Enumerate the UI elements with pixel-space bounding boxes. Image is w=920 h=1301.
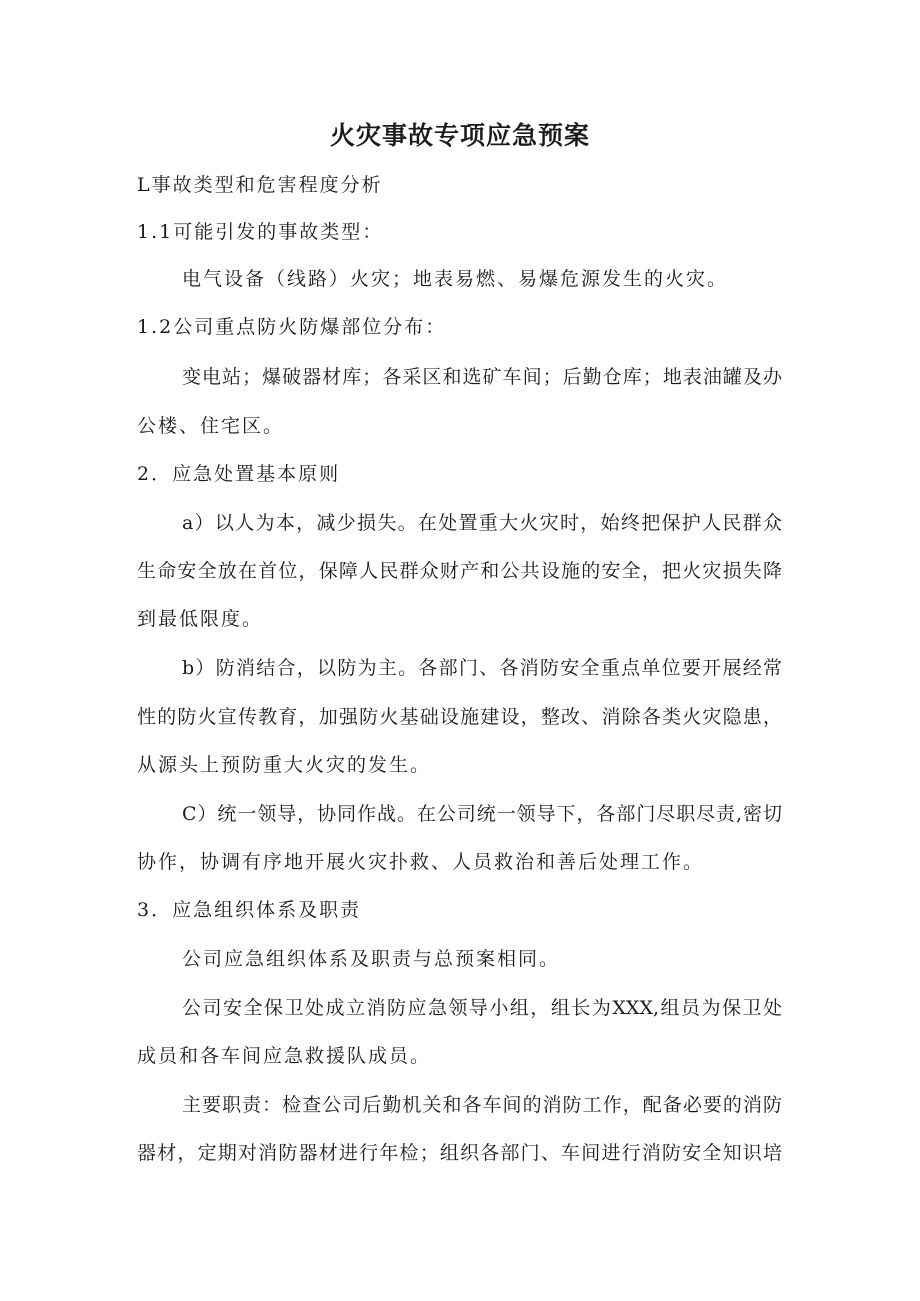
paragraph-line: 到最低限度。	[137, 608, 264, 630]
paragraph-line: 生命安全放在首位，保障人民群众财产和公共设施的安全，把火灾损失降	[137, 560, 782, 582]
paragraph-line: 器材，定期对消防器材进行年检；组织各部门、车间进行消防安全知识培	[137, 1142, 782, 1164]
paragraph-line: 从源头上预防重大火灾的发生。	[137, 754, 432, 776]
section-heading-2: 2．应急处置基本原则	[137, 463, 341, 485]
paragraph-line: 性的防火宣传教育，加强防火基础设施建设，整改、消除各类火灾隐患，	[137, 706, 782, 728]
section-heading-1: L事故类型和危害程度分析	[137, 174, 383, 196]
paragraph-line: 成员和各车间应急救援队成员。	[137, 1045, 432, 1067]
subsection-heading-1-2: 1.2公司重点防火防爆部位分布：	[137, 316, 447, 338]
paragraph-line: 电气设备（线路）火灾；地表易燃、易爆危源发生的火灾。	[182, 268, 729, 290]
paragraph-line: 公司安全保卫处成立消防应急领导小组，组长为XXX,组员为保卫处	[182, 997, 782, 1019]
paragraph-line: 主要职责：检查公司后勤机关和各车间的消防工作，配备必要的消防	[182, 1094, 782, 1116]
paragraph-line: 公司应急组织体系及职责与总预案相同。	[182, 948, 561, 970]
paragraph-line: a）以人为本，减少损失。在处置重大火灾时，始终把保护人民群众	[182, 512, 782, 534]
paragraph-line: 协作，协调有序地开展火灾扑救、人员救治和善后处理工作。	[137, 851, 705, 873]
paragraph-line: 变电站；爆破器材库；各采区和选矿车间；后勤仓库；地表油罐及办	[182, 366, 782, 388]
paragraph-line: C）统一领导，协同作战。在公司统一领导下，各部门尽职尽责,密切	[182, 803, 782, 825]
paragraph-line: b）防消结合，以防为主。各部门、各消防安全重点单位要开展经常	[182, 657, 782, 679]
section-heading-3: 3．应急组织体系及职责	[137, 899, 362, 921]
subsection-heading-1-1: 1.1可能引发的事故类型：	[137, 221, 384, 243]
document-title: 火灾事故专项应急预案	[329, 121, 590, 150]
paragraph-line: 公楼、住宅区。	[137, 415, 285, 437]
